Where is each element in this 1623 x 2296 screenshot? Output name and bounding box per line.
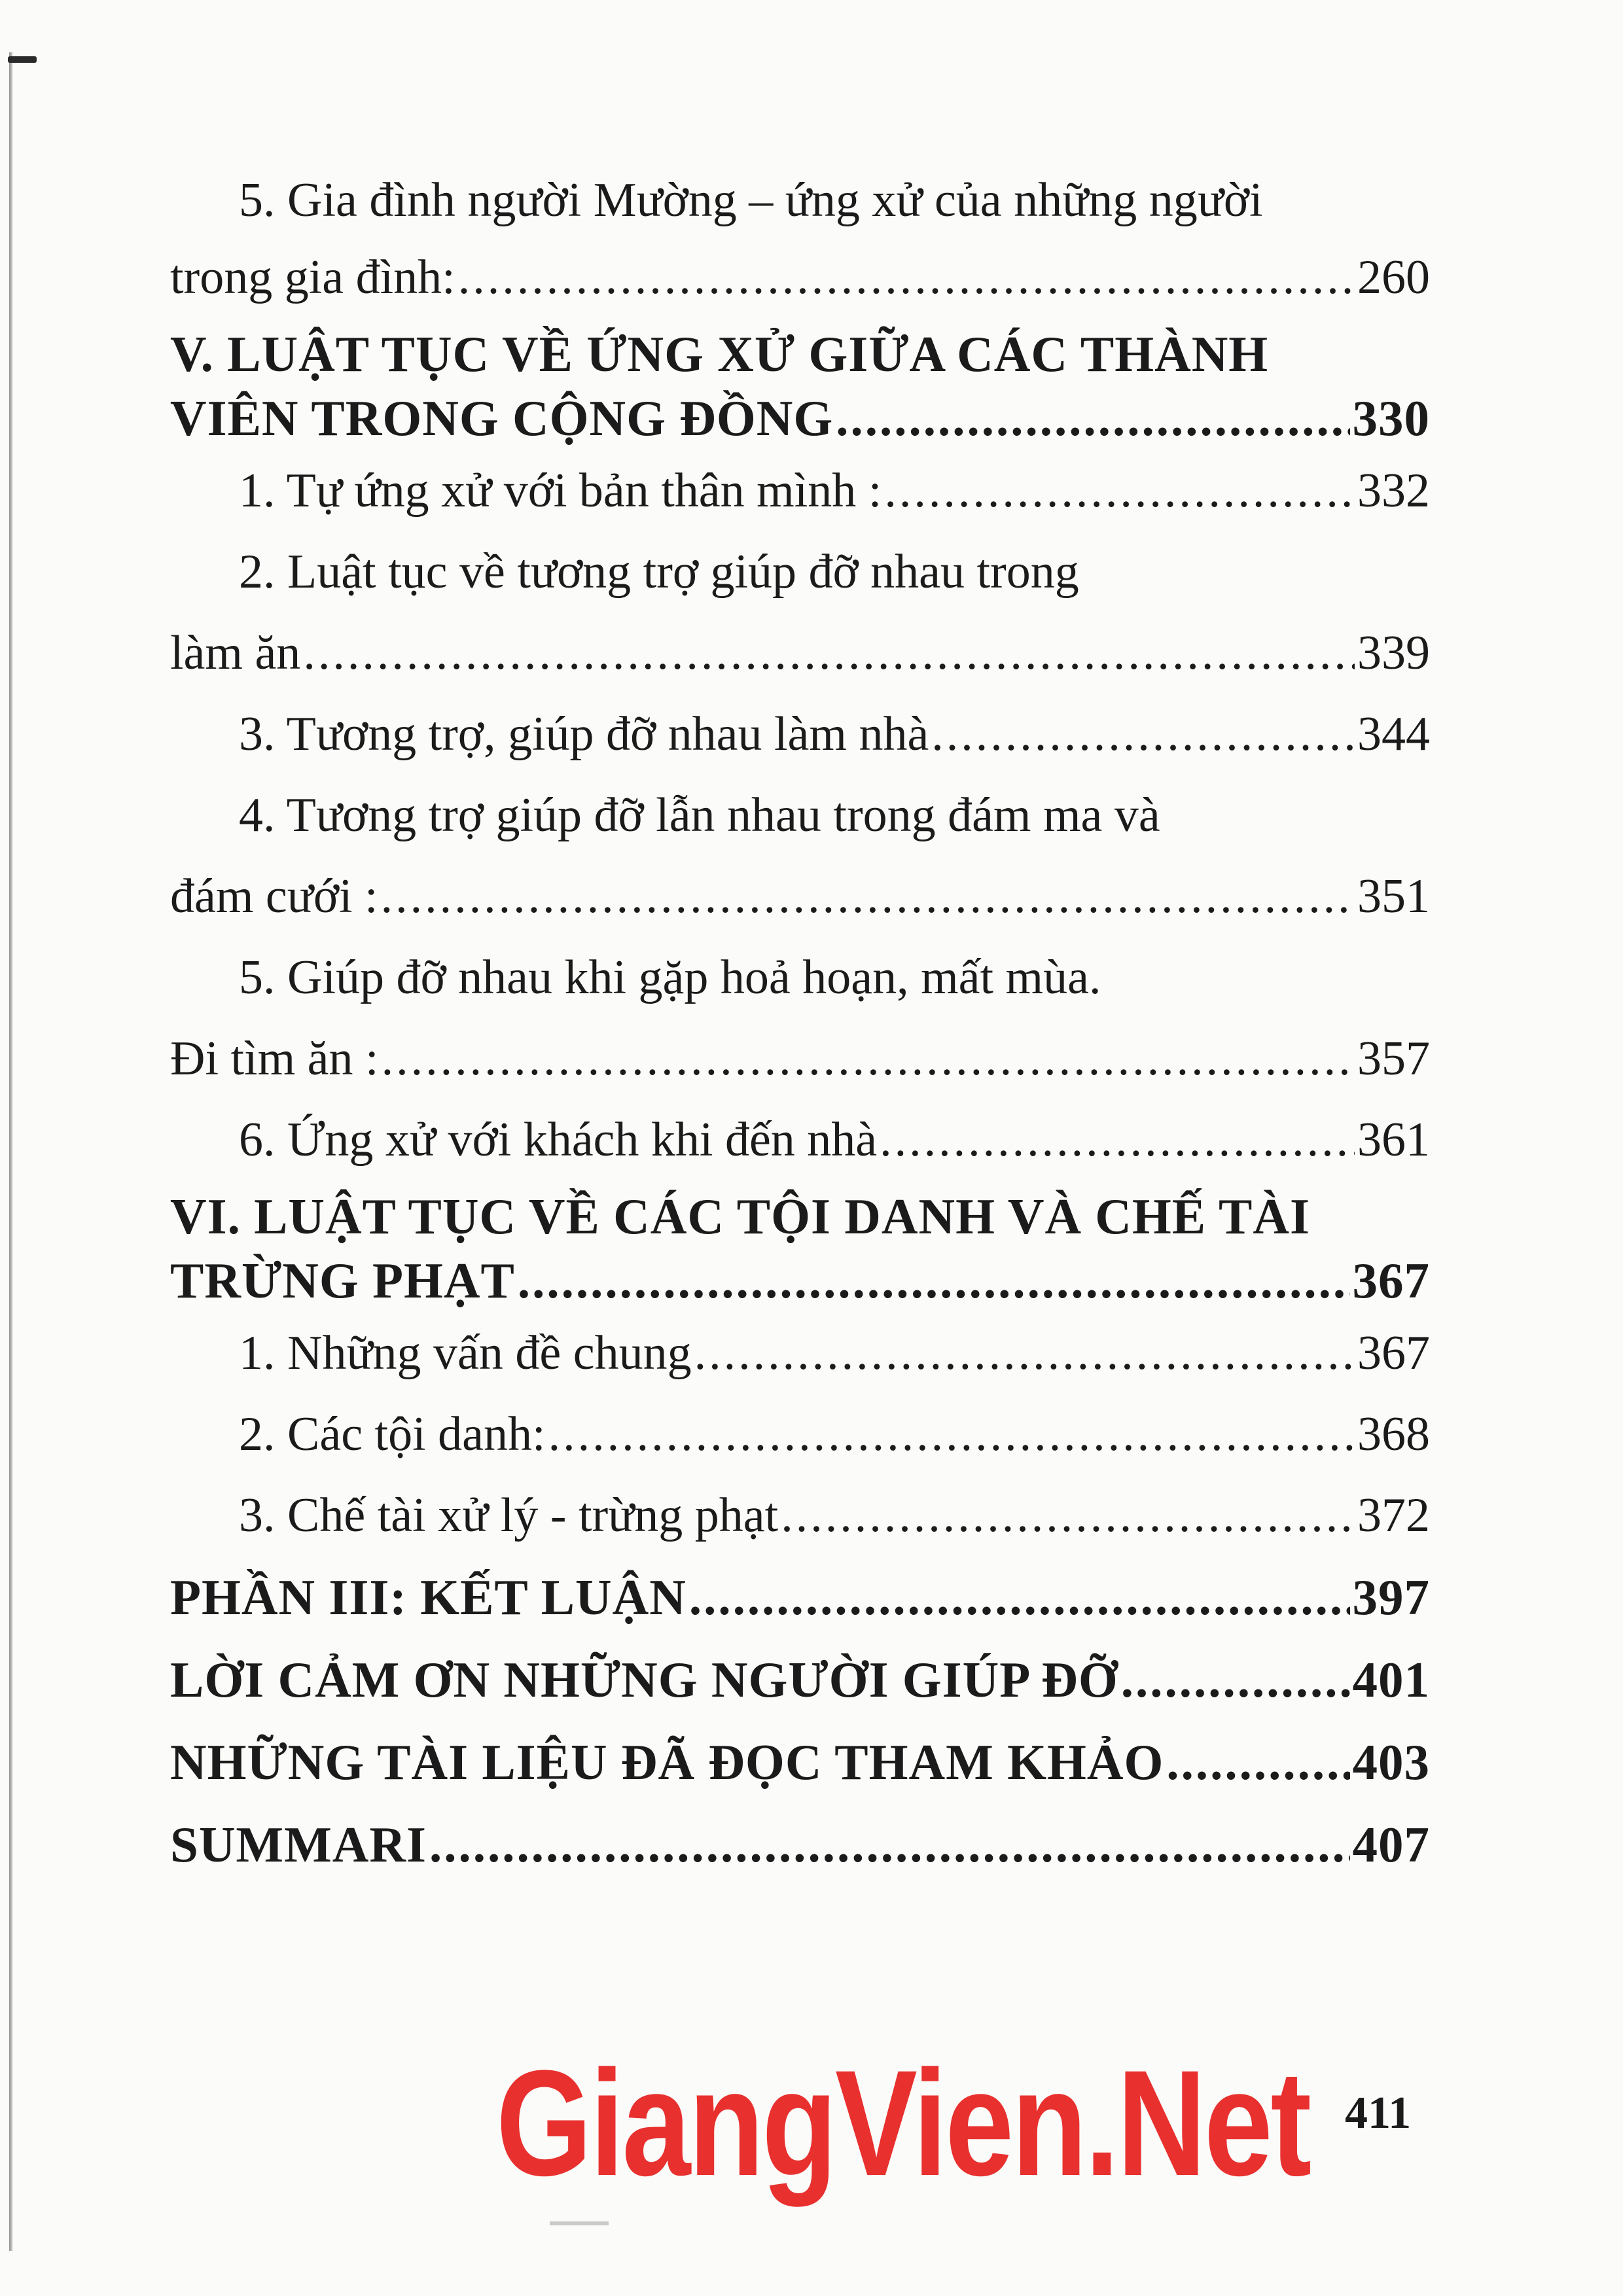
toc-entry-title-line: 5. Giúp đỡ nhau khi gặp hoả hoạn, mất mùa.: [239, 951, 1101, 1004]
dot-leader: [429, 1803, 1350, 1886]
page-binding-edge: [9, 52, 13, 2251]
toc-part-entry: [170, 1556, 1430, 1638]
page-number: 411: [1345, 2088, 1412, 2138]
dot-leader: [781, 1475, 1355, 1556]
toc-entry: [170, 450, 1430, 531]
dot-leader: [382, 1018, 1355, 1099]
toc-entry-title: 3. Tương trợ, giúp đỡ nhau làm nhà: [239, 707, 929, 761]
toc-entry-title-line: 5. Gia đình người Mường – ứng xử của những người: [239, 173, 1263, 227]
dot-leader: [694, 1313, 1355, 1394]
dot-leader: [884, 450, 1355, 531]
toc-entry-title: làm ăn: [170, 626, 301, 680]
dot-leader: [303, 612, 1355, 694]
toc-entry-page: 351: [1357, 870, 1430, 923]
toc-entry-page: 397: [1352, 1569, 1430, 1625]
dot-leader: [931, 694, 1355, 775]
toc-entry-title: 6. Ứng xử với khách khi đến nhà: [239, 1113, 878, 1167]
toc-entry-page: 367: [1352, 1252, 1430, 1309]
toc-entry: [170, 531, 1430, 694]
toc-entry: [170, 1394, 1430, 1475]
dot-leader: [689, 1556, 1350, 1638]
toc-entry-title-line: VI. LUẬT TỤC VỀ CÁC TỘI DANH VÀ CHẾ TÀI: [170, 1188, 1310, 1245]
toc-entry-page: 344: [1357, 707, 1430, 761]
dot-leader: [381, 856, 1355, 937]
toc-entry-page: 407: [1352, 1816, 1430, 1873]
dot-leader: [548, 1394, 1355, 1475]
toc-entry-title: trong gia đình:: [170, 251, 455, 304]
toc-entry: [170, 1099, 1430, 1180]
toc-entry-title-line: V. LUẬT TỤC VỀ ỨNG XỬ GIỮA CÁC THÀNH: [170, 326, 1269, 382]
binding-mark: [8, 56, 37, 63]
toc-entry-title: NHỮNG TÀI LIỆU ĐÃ ĐỌC THAM KHẢO: [170, 1734, 1164, 1790]
toc-section-entry: [170, 322, 1430, 450]
dot-leader: [1121, 1638, 1350, 1721]
toc-entry-title: PHẦN III: KẾT LUẬN: [170, 1569, 687, 1625]
dot-leader: [458, 237, 1355, 318]
toc-entry-page: 367: [1357, 1326, 1430, 1380]
dot-leader: [518, 1248, 1350, 1313]
scan-mark: [550, 2221, 609, 2225]
toc-entry-page: 361: [1357, 1113, 1430, 1167]
toc-entry-title: Đi tìm ăn :: [170, 1032, 379, 1086]
toc-entry-title: TRỪNG PHẠT: [170, 1252, 515, 1309]
toc-part-entry: [170, 1721, 1430, 1803]
toc-entry-title: đám cưới :: [170, 870, 378, 923]
toc-entry-title-line: 2. Luật tục về tương trợ giúp đỡ nhau trong: [239, 545, 1079, 599]
toc-entry-page: 339: [1357, 626, 1430, 680]
dot-leader: [880, 1099, 1355, 1180]
watermark-logo: GiangVien.Net: [496, 2039, 1310, 2207]
toc-entry-page: 372: [1357, 1489, 1430, 1542]
toc-entry: [170, 694, 1430, 775]
toc-entry-page: 260: [1357, 251, 1430, 304]
toc-part-entry: [170, 1803, 1430, 1886]
toc-entry-title: 1. Tự ứng xử với bản thân mình :: [239, 464, 882, 518]
toc-entry-title: LỜI CẢM ƠN NHỮNG NGƯỜI GIÚP ĐỠ: [170, 1651, 1118, 1708]
toc-entry: [170, 164, 1430, 318]
dot-leader: [1166, 1721, 1349, 1803]
toc-entry: [170, 1475, 1430, 1556]
toc-entry: [170, 1313, 1430, 1394]
toc-entry-page: 403: [1352, 1734, 1430, 1790]
table-of-contents: [170, 164, 1430, 1886]
toc-entry-title: SUMMARI: [170, 1816, 427, 1873]
toc-entry-page: 401: [1352, 1651, 1430, 1708]
toc-entry: [170, 775, 1430, 937]
toc-entry-title-line: 4. Tương trợ giúp đỡ lẫn nhau trong đám ma và: [239, 788, 1160, 842]
toc-entry: [170, 937, 1430, 1099]
dot-leader: [836, 386, 1349, 450]
toc-entry-page: 368: [1357, 1407, 1430, 1461]
toc-entry-page: 357: [1357, 1032, 1430, 1086]
toc-entry-title: VIÊN TRONG CỘNG ĐỒNG: [170, 390, 834, 446]
toc-section-entry: [170, 1184, 1430, 1313]
toc-entry-page: 332: [1357, 464, 1430, 518]
toc-entry-title: 3. Chế tài xử lý - trừng phạt: [239, 1489, 779, 1542]
toc-entry-page: 330: [1352, 390, 1430, 446]
toc-entry-title: 1. Những vấn đề chung: [239, 1326, 692, 1380]
toc-entry-title: 2. Các tội danh:: [239, 1407, 546, 1461]
toc-part-entry: [170, 1638, 1430, 1721]
